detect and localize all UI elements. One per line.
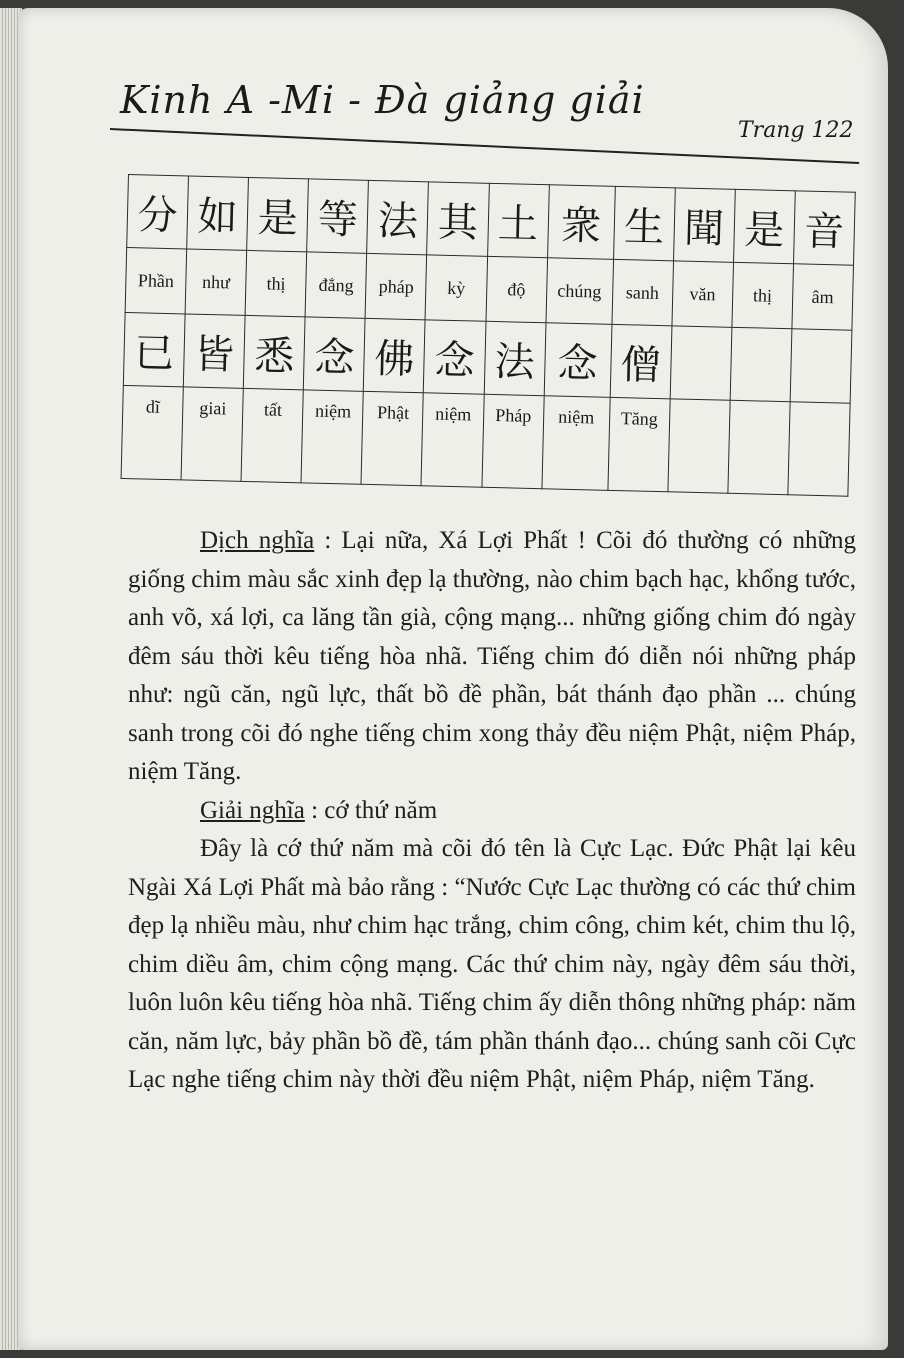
- table-row-readings-2: [121, 385, 850, 496]
- translation-label: Dịch nghĩa: [200, 527, 315, 554]
- reading-cell: chúng: [546, 258, 614, 325]
- char-cell-empty: [670, 326, 732, 400]
- char-cell: 念: [304, 317, 366, 391]
- char-cell: 聞: [673, 188, 735, 262]
- reading-cell: đẳng: [305, 252, 367, 318]
- page-number: Trang 122: [738, 118, 854, 143]
- reading-cell: niệm: [542, 396, 610, 491]
- char-cell: 音: [793, 191, 855, 265]
- reading-cell: Tăng: [608, 397, 670, 491]
- reading-cell: thị: [732, 262, 794, 328]
- char-cell: 土: [487, 183, 549, 257]
- char-cell: 悉: [243, 315, 305, 389]
- char-cell: 皆: [183, 314, 245, 388]
- reading-cell: như: [185, 249, 247, 315]
- char-cell: 法: [484, 321, 546, 395]
- reading-cell: độ: [486, 256, 548, 322]
- reading-cell: niệm: [421, 393, 483, 487]
- char-cell-empty: [790, 329, 852, 403]
- running-head-title: Kinh A -Mi - Đà giảng giải: [120, 78, 645, 122]
- char-cell: 衆: [547, 185, 615, 260]
- explanation-label: Giải nghĩa: [200, 796, 305, 824]
- char-cell: 如: [187, 176, 249, 250]
- explanation-subtitle: : cớ thứ năm: [304, 796, 438, 824]
- reading-cell: Phật: [361, 391, 423, 485]
- reading-cell-empty: [728, 400, 790, 494]
- char-cell: 生: [613, 186, 675, 260]
- char-cell: 等: [307, 179, 369, 253]
- reading-cell-empty: [668, 399, 730, 493]
- translation-paragraph: [128, 522, 856, 792]
- char-cell: 法: [367, 180, 429, 254]
- reading-cell: văn: [672, 261, 734, 327]
- reading-cell: âm: [792, 264, 854, 330]
- translation-text: : Lại nữa, Xá Lợi Phất ! Cõi đó thường có những giống chim màu sắc xinh đẹp lạ thường, nào chim bạch hạc, khổng tước, anh võ, xá lợi, ca lăng tần già, cộng mạng... những giống chim đó ngày đêm sáu thời kêu tiếng hòa nhã. Tiếng chim đó diễn nói những pháp như: ngũ căn, ngũ lực, thất bồ đề phần, bát thánh đạo phần ... chúng sanh trong cõi đó nghe tiếng chim xong thảy đều niệm Phật, niệm Pháp, niệm Tăng.: [128, 527, 857, 785]
- char-cell: 念: [544, 323, 612, 398]
- reading-cell: Phần: [125, 247, 187, 313]
- explanation-paragraph: Đây là cớ thứ năm mà cõi đó tên là Cực Lạc. Đức Phật lại kêu Ngài Xá Lợi Phất mà bảo rằng : “Nước Cực Lạc thường có các thứ chim đẹp lạ nhiều màu, như chim hạc trắng, chim công, chim két, chim thu lộ, chim diều âm, chim cộng mạng. Các thứ chim này, ngày đêm sáu thời, luôn luôn kêu tiếng hòa nhã. Tiếng chim ấy diễn thông những pháp: năm căn, năm lực, bảy phần bồ đề, tám phần thánh đạo... chúng sanh cõi Cực Lạc nghe tiếng chim này thời đều niệm Phật, niệm Pháp, niệm Tăng.: [128, 835, 856, 1093]
- reading-cell: kỳ: [425, 255, 487, 321]
- reading-cell: giai: [181, 387, 243, 481]
- reading-cell: sanh: [612, 259, 674, 325]
- char-cell: 已: [123, 312, 185, 386]
- reading-cell: thị: [245, 250, 307, 316]
- reading-cell: niệm: [301, 390, 363, 484]
- reading-cell: dĩ: [121, 385, 183, 479]
- explanation-heading: [128, 792, 856, 831]
- char-cell: 僧: [610, 324, 672, 398]
- char-cell: 是: [247, 177, 309, 251]
- scripture-table: [121, 174, 856, 497]
- reading-cell: pháp: [365, 253, 427, 319]
- char-cell: 念: [424, 320, 486, 394]
- char-cell: 其: [427, 182, 489, 256]
- char-cell: 是: [733, 189, 795, 263]
- char-cell: 佛: [364, 318, 426, 392]
- body-text: [128, 522, 856, 1100]
- char-cell-empty: [730, 327, 792, 401]
- char-cell: 分: [127, 175, 189, 249]
- reading-cell: Pháp: [482, 394, 544, 488]
- reading-cell-empty: [788, 402, 850, 496]
- reading-cell: tất: [241, 388, 303, 482]
